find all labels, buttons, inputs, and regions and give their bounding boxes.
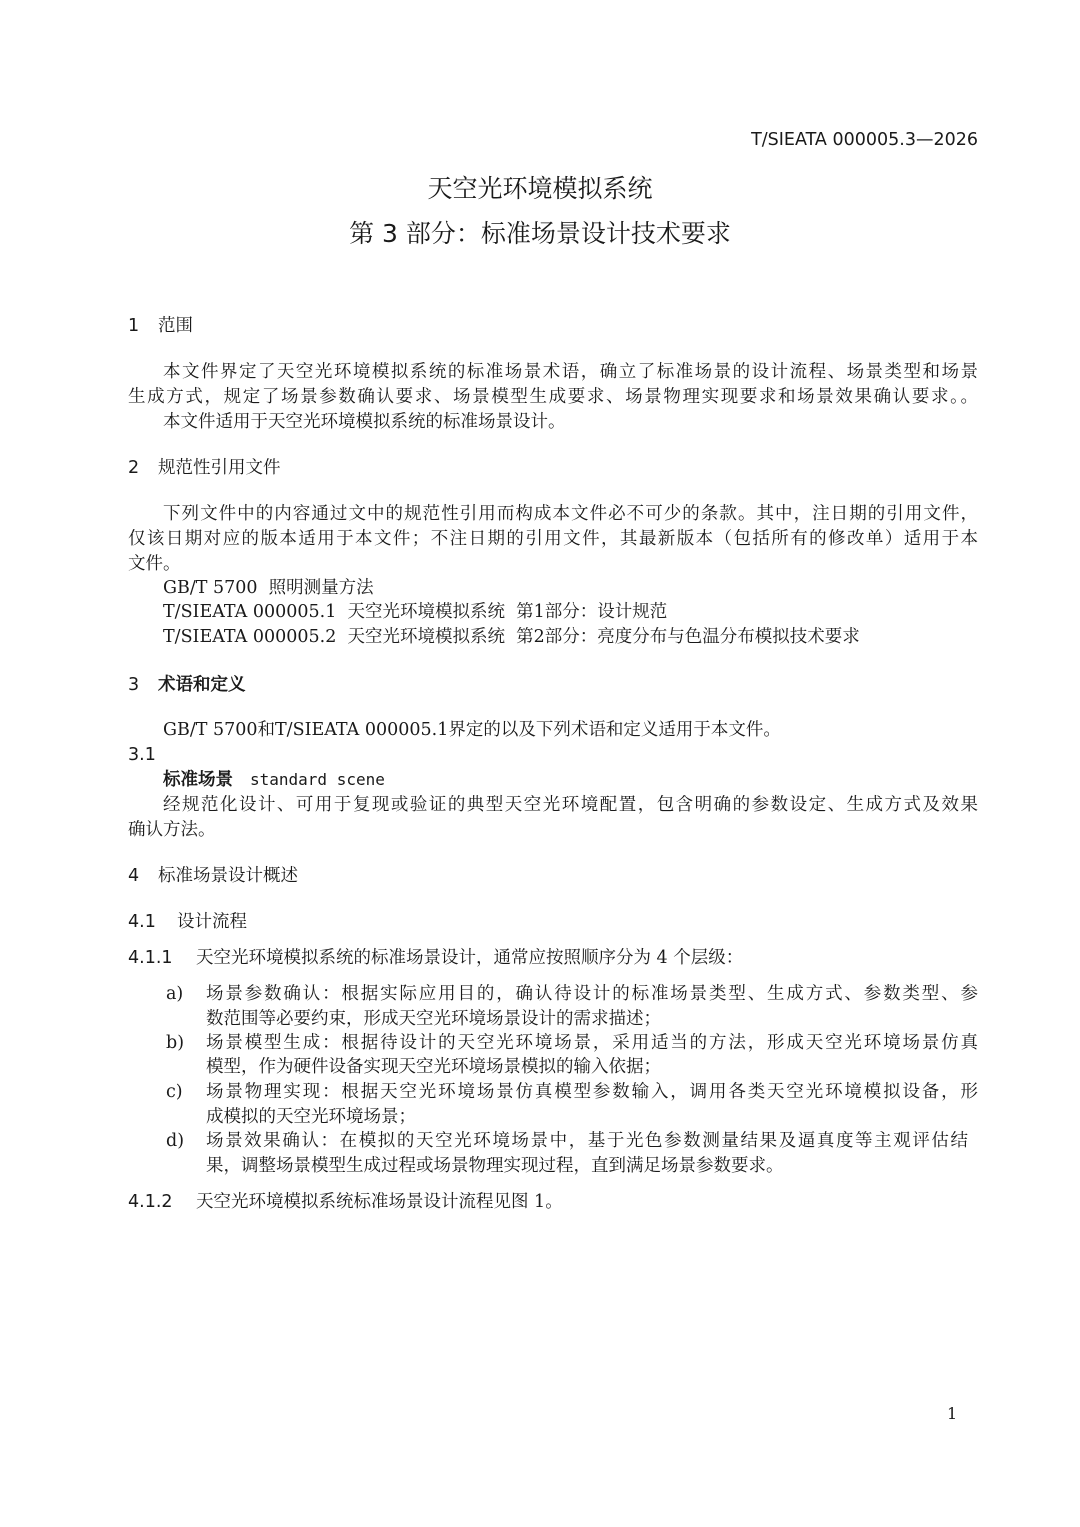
term-number: 3.1 [128, 745, 156, 765]
paragraph-line: 本文件适用于天空光环境模拟系统的标准场景设计。 [163, 412, 566, 432]
clause-4-1-1-number: 4.1.1 [128, 948, 173, 968]
section-1-number: 1 [128, 316, 140, 336]
clause-4-1-1-text: 天空光环境模拟系统的标准场景设计，通常应按照顺序分为 4 个层级： [196, 948, 744, 968]
list-item-line: 场景模型生成：根据待设计的天空光环境场景，采用适当的方法，形成天空光环境场景仿真 [206, 1033, 978, 1053]
section-1-heading: 范围 [158, 316, 193, 336]
definition-line: 确认方法。 [128, 820, 216, 840]
list-item-line: 场景物理实现：根据天空光环境场景仿真模型参数输入，调用各类天空光环境模拟设备，形 [206, 1082, 978, 1102]
paragraph-line: 本文件界定了天空光环境模拟系统的标准场景术语，确立了标准场景的设计流程、场景类型和场景 [163, 362, 978, 382]
reference-item: T/SIEATA 000005.1 天空光环境模拟系统 第1部分：设计规范 [163, 602, 668, 622]
subsection-number: 4.1 [128, 912, 156, 932]
reference-item: T/SIEATA 000005.2 天空光环境模拟系统 第2部分：亮度分布与色温分布模拟技术要求 [163, 627, 860, 647]
paragraph-line: 下列文件中的内容通过文中的规范性引用而构成本文件必不可少的条款。其中，注日期的引用文件， [163, 504, 978, 524]
section-2-heading: 规范性引用文件 [158, 458, 281, 478]
section-3-heading: 术语和定义 [158, 675, 246, 695]
paragraph-line: 文件。 [128, 554, 181, 574]
clause-4-1-2-text: 天空光环境模拟系统标准场景设计流程见图 1。 [196, 1192, 563, 1212]
list-label-b: b) [166, 1033, 185, 1053]
list-item-line: 成模拟的天空光环境场景； [206, 1107, 416, 1127]
list-item-line: 场景效果确认：在模拟的天空光环境场景中，基于光色参数测量结果及逼真度等主观评估结 [206, 1131, 968, 1151]
section-4-heading: 标准场景设计概述 [158, 866, 298, 886]
paragraph-line: 生成方式，规定了场景参数确认要求、场景模型生成要求、场景物理实现要求和场景效果确认要求。。 [128, 387, 978, 407]
document-number: T/SIEATA 000005.3—2026 [751, 130, 978, 150]
list-item-line: 场景参数确认：根据实际应用目的，确认待设计的标准场景类型、生成方式、参数类型、参 [206, 984, 978, 1004]
term-english: standard scene [250, 770, 385, 789]
clause-4-1-2-number: 4.1.2 [128, 1192, 173, 1212]
title-line-1: 天空光环境模拟系统 [427, 174, 653, 203]
paragraph-line: 仅该日期对应的版本适用于本文件；不注日期的引用文件，其最新版本（包括所有的修改单）适用于本 [128, 529, 978, 549]
reference-item: GB/T 5700 照明测量方法 [163, 578, 374, 598]
list-label-a: a) [166, 984, 184, 1004]
list-item-line: 模型，作为硬件设备实现天空光环境场景模拟的输入依据； [206, 1057, 661, 1077]
paragraph-line: GB/T 5700和T/SIEATA 000005.1界定的以及下列术语和定义适用于本文件。 [163, 720, 781, 740]
list-item-line: 数范围等必要约束，形成天空光环境场景设计的需求描述； [206, 1009, 661, 1029]
list-item-line: 果，调整场景模型生成过程或场景物理实现过程，直到满足场景参数要求。 [206, 1156, 784, 1176]
term-chinese: 标准场景 [163, 770, 233, 790]
subsection-heading: 设计流程 [177, 912, 247, 932]
title-line-2: 第 3 部分：标准场景设计技术要求 [349, 219, 731, 248]
page-number: 1 [947, 1404, 958, 1423]
section-2-number: 2 [128, 458, 140, 478]
list-label-c: c) [166, 1082, 183, 1102]
definition-line: 经规范化设计、可用于复现或验证的典型天空光环境配置，包含明确的参数设定、生成方式及效果 [163, 795, 978, 815]
list-label-d: d) [166, 1131, 185, 1151]
section-4-number: 4 [128, 866, 140, 886]
section-3-number: 3 [128, 675, 140, 695]
